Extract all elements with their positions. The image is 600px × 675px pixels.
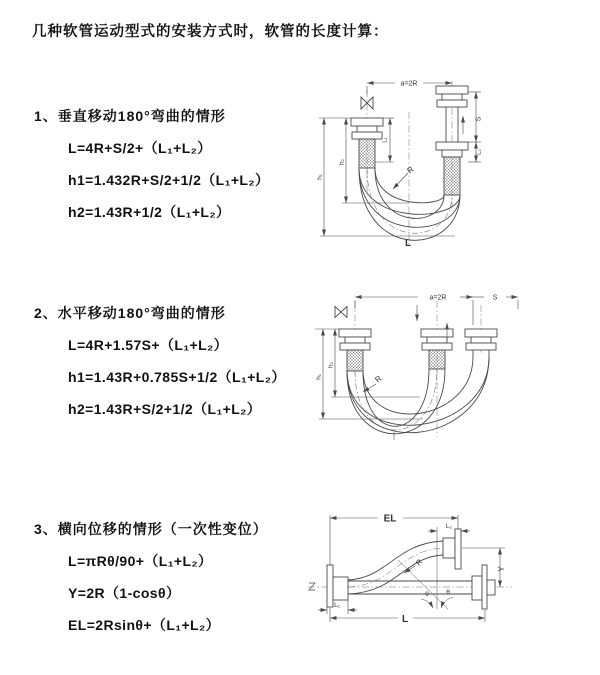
right-flange-original (472, 565, 495, 609)
valve-icon (335, 307, 347, 318)
dim-l-label: L (401, 614, 409, 625)
left-flange (327, 565, 348, 607)
radius-label: R (373, 373, 384, 385)
dim-h1-label: h₁ (316, 174, 324, 180)
dim-h2-label: h₂ (338, 158, 346, 166)
right-flange (465, 329, 497, 350)
dim-h1-label: h₁ (315, 374, 323, 380)
formula-h2: h2=1.43R+S/2+1/2（L₁+L₂） (68, 401, 262, 417)
section-1-heading: 1、垂直移动180°弯曲的情形 (34, 108, 226, 124)
dim-l2-label: L₂ (476, 149, 483, 155)
formula-h1: h1=1.432R+S/2+1/2（L₁+L₂） (68, 172, 270, 188)
section-2-heading: 2、水平移动180°弯曲的情形 (34, 305, 226, 321)
middle-flange (421, 329, 453, 350)
formula-Y: Y=2R（1-cosθ） (68, 585, 181, 601)
dim-s-label: S (475, 116, 483, 122)
braided-hose-section (359, 139, 375, 168)
section-vertical-movement (34, 100, 269, 228)
page-title: 几种软管运动型式的安装方式时，软管的长度计算： (32, 24, 389, 40)
section-lateral-displacement (34, 513, 268, 641)
section-3-heading: 3、横向位移的情形（一次性变位） (34, 521, 268, 537)
dim-l-label: L (404, 238, 412, 249)
dim-h2-label: h₂ (327, 361, 335, 369)
dim-l1-label: L₁ (382, 137, 389, 143)
dim-a2r-label: a=2R (400, 80, 418, 88)
dim-el-label: EL (383, 513, 397, 525)
hose-body (335, 307, 497, 441)
hose-body (351, 86, 468, 240)
formula-L: L=4R+1.57S+（L₁+L₂） (68, 337, 229, 353)
dimension-labels (316, 295, 498, 385)
dim-a2r-label: a=2R (429, 294, 447, 302)
dimension-labels (334, 514, 506, 626)
left-flange (339, 329, 371, 350)
hose-body (309, 529, 495, 609)
radius-label: R (405, 164, 416, 176)
diagram-horizontal-movement-180-bend (310, 285, 590, 460)
section-horizontal-movement (34, 297, 286, 425)
dimension-lines (315, 294, 518, 419)
dim-l2-label: L₂ (445, 523, 453, 530)
braided-hose-section (429, 350, 445, 369)
diagram-vertical-movement-180-bend (315, 72, 585, 262)
formula-h1: h1=1.43R+0.785S+1/2（L₁+L₂） (68, 369, 286, 385)
formula-L: L=πRθ/90+（L₁+L₂） (68, 553, 213, 569)
pipe-break-icon (309, 583, 315, 590)
angle-theta-label: θ (446, 589, 450, 596)
right-flange-raised (436, 86, 468, 107)
braided-hose-section (444, 157, 460, 195)
diagram-lateral-displacement (300, 505, 595, 660)
dimension-lines (318, 515, 505, 622)
radius-leader (393, 173, 408, 189)
formula-EL: EL=2Rsinθ+（L₁+L₂） (68, 617, 221, 633)
formula-h2: h2=1.43R+1/2（L₁+L₂） (68, 204, 231, 220)
dim-y-label: Y (497, 566, 506, 572)
upper-flange-displaced (443, 529, 461, 569)
formula-L: L=4R+S/2+（L₁+L₂） (68, 140, 212, 156)
right-flange-original (436, 142, 468, 157)
radius-label: R (413, 557, 425, 568)
left-flange (351, 118, 383, 139)
braided-hose-section (347, 350, 363, 371)
dim-l1-label: L₁ (334, 602, 340, 609)
dim-s-label: S (492, 294, 498, 302)
angle-theta-label: θ (425, 591, 429, 598)
